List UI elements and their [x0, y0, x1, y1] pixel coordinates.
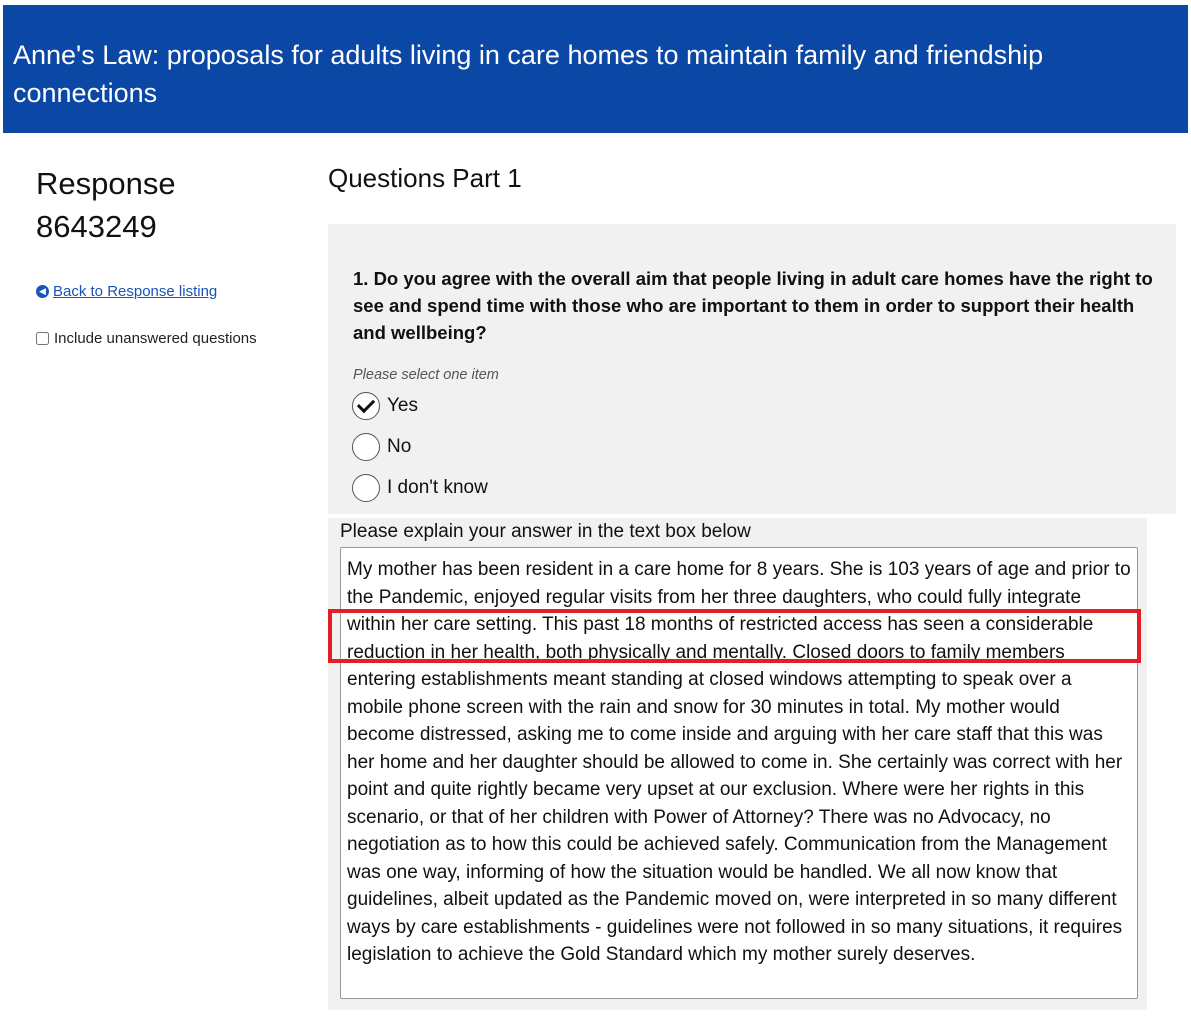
option-no-label: No [387, 436, 412, 457]
arrow-circle-left-icon: ◀ [36, 285, 49, 298]
include-unanswered-checkbox[interactable] [36, 332, 49, 345]
section-title: Questions Part 1 [328, 163, 522, 193]
include-unanswered-toggle[interactable] [36, 330, 257, 347]
radio-yes[interactable] [352, 392, 380, 420]
explanation-label: Please explain your answer in the text box below [340, 521, 751, 542]
question-hint: Please select one item [353, 367, 499, 383]
back-to-listing-link[interactable] [36, 283, 217, 300]
response-id: 8643249 [36, 209, 157, 244]
response-heading [36, 162, 176, 248]
page-title: Anne's Law: proposals for adults living in care homes to maintain family and friendship connections [13, 40, 1044, 108]
radio-dont-know[interactable] [352, 474, 380, 502]
radio-no[interactable] [352, 433, 380, 461]
back-link-label: Back to Response listing [53, 283, 218, 300]
question-text: 1. Do you agree with the overall aim that people living in adult care homes have the right to see and spend time with those who are important to them in order to support their health and wellbeing? [353, 268, 1153, 343]
response-label: Response [36, 166, 176, 201]
option-no[interactable] [352, 433, 411, 461]
option-yes-label: Yes [387, 395, 418, 416]
option-dont-know[interactable] [352, 474, 488, 502]
option-dont-know-label: I don't know [387, 477, 488, 498]
include-unanswered-label: Include unanswered questions [54, 330, 257, 347]
explanation-panel [328, 518, 1147, 1010]
option-yes[interactable] [352, 392, 418, 420]
question-panel [328, 224, 1176, 514]
answer-textbox[interactable]: My mother has been resident in a care home for 8 years. She is 103 years of age and prior to the Pandemic, enjoyed regular visits from her three daughters, who could fully integrate within her care setting. This past 18 months of restricted access has seen a considerable reduction in her health, both physically and mentally. Closed doors to family members entering establishments meant standing at closed windows attempting to speak over a mobile phone screen with the rain and snow for 30 minutes in total. My mother would become distressed, asking me to come inside and arguing with her care staff that this was her home and her daughter should be allowed to come in. She certainly was correct with her point and quite rightly became very upset at our exclusion. Where were her rights in this scenario, or that of her children with Power of Attorney? There was no Advocacy, no negotiation as to how this could be achieved safely. Communication from the Management was one way, informing of how the situation would be handled. We all now know that guidelines, albeit updated as the Pandemic moved on, were interpreted in so many different ways by care establishments - guidelines were not followed in so many situations, it requires legislation to achieve the Gold Standard which my mother surely deserves. [340, 547, 1138, 999]
page-header-banner [3, 5, 1188, 133]
